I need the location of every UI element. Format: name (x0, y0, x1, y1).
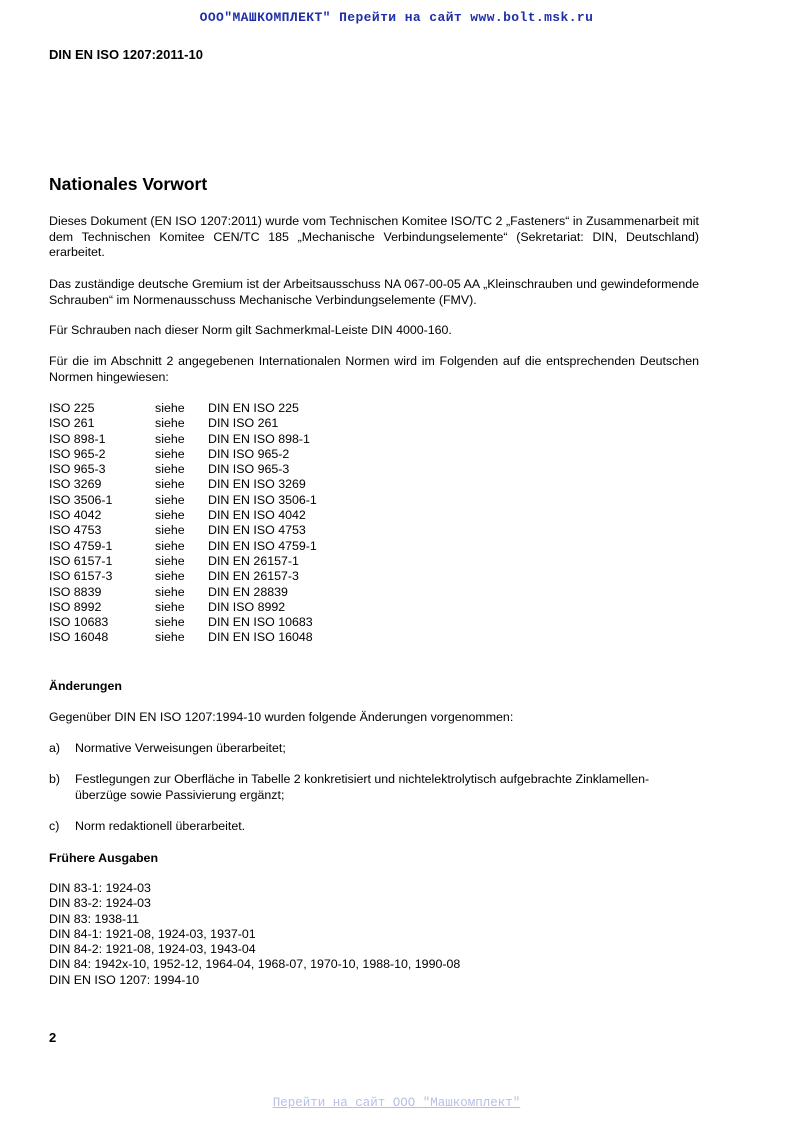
document-id: DIN EN ISO 1207:2011-10 (49, 47, 203, 62)
paragraph-feature-list: Für Schrauben nach dieser Norm gilt Sachmerkmal-Leiste DIN 4000-160. (49, 323, 452, 337)
change-item-b (49, 772, 699, 804)
changes-heading: Änderungen (49, 679, 122, 693)
paragraph-norm-intro: Für die im Abschnitt 2 angegebenen Internationalen Normen wird im Folgenden auf die entsprechenden Deutschen Normen hingewiesen: (49, 354, 699, 384)
change-item-a (49, 741, 699, 757)
list-item: DIN 83: 1938-11 (49, 911, 140, 926)
list-letter: a) (49, 741, 61, 755)
list-item: DIN EN ISO 1207: 1994-10 (49, 972, 200, 987)
paragraph-committee: Das zuständige deutsche Gremium ist der Arbeitsausschuss NA 067-00-05 AA „Kleinschrauben und gewindeformende Schrauben“ im Normenausschuss Mechanische Verbindungselemente (FMV). (49, 277, 699, 307)
list-item: DIN 83-2: 1924-03 (49, 896, 151, 911)
list-letter: b) (49, 772, 61, 786)
previous-editions-list (49, 881, 460, 988)
list-text: Normative Verweisungen überarbeitet; (75, 741, 286, 755)
list-item: DIN 84-1: 1921-08, 1924-03, 1937-01 (49, 926, 256, 941)
paragraph-origin: Dieses Dokument (EN ISO 1207:2011) wurde vom Technischen Komitee ISO/TC 2 „Fasteners“ in Zusammenarbeit mit dem Technischen Komitee CEN/TC 185 „Mechanische Verbindungselemente“ (Sekretariat: DIN, Deutschland) erarbeitet. (49, 214, 699, 259)
page-title: Nationales Vorwort (49, 174, 208, 194)
previous-editions-heading: Frühere Ausgaben (49, 851, 159, 865)
list-item: DIN 84: 1942x-10, 1952-12, 1964-04, 1968-07, 1970-10, 1988-10, 1990-08 (49, 957, 461, 972)
list-letter: c) (49, 819, 60, 833)
list-text: Norm redaktionell überarbeitet. (75, 819, 246, 833)
changes-intro: Gegenüber DIN EN ISO 1207:1994-10 wurden folgende Änderungen vorgenommen: (49, 710, 514, 724)
top-banner-link[interactable]: ООО"МАШКОМПЛЕКТ" Перейти на сайт www.bolt.msk.ru (199, 10, 594, 25)
change-item-c (49, 819, 699, 835)
list-item: DIN 84-2: 1921-08, 1924-03, 1943-04 (49, 942, 256, 957)
footer-site-link[interactable]: Перейти на сайт ООО "Машкомплект" (272, 1096, 521, 1110)
page-number: 2 (49, 1030, 57, 1045)
list-text: Festlegungen zur Oberfläche in Tabelle 2 konkretisiert und nichtelektrolytisch aufgebrachte Zinklamellen-überzüge sowie Passivierung ergänzt; (75, 772, 650, 802)
list-item: DIN 83-1: 1924-03 (49, 881, 151, 895)
